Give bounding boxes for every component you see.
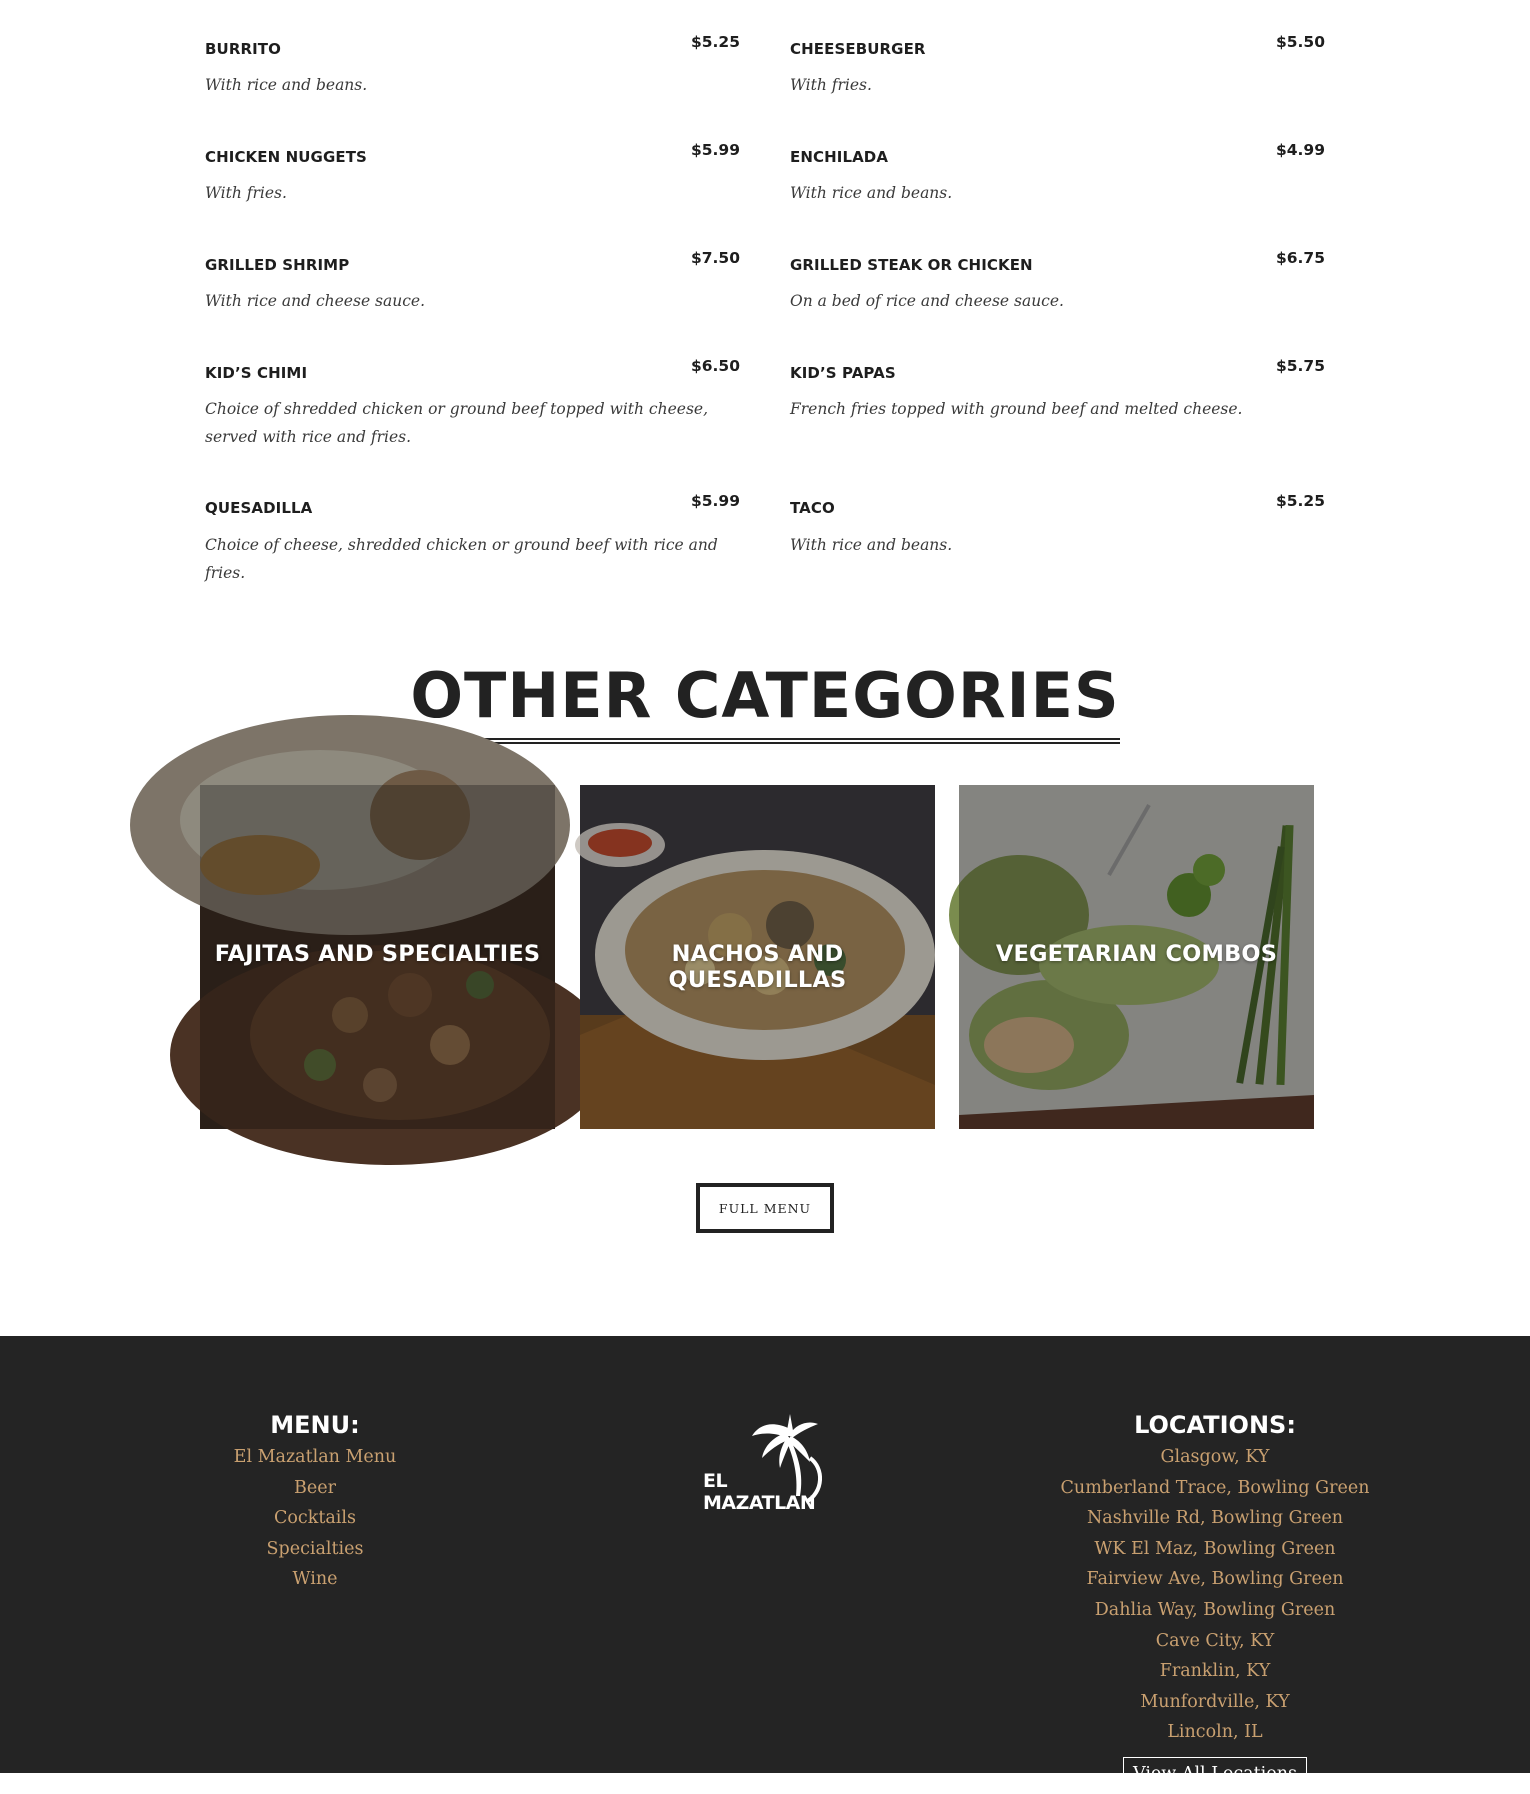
item-price: $5.75 — [1275, 357, 1325, 375]
item-name: KID’S CHIMI — [205, 364, 308, 382]
item-name: ENCHILADA — [790, 148, 889, 166]
footer-link-el-mazatlan-menu[interactable]: El Mazatlan Menu — [233, 1447, 397, 1467]
location-link[interactable]: WK El Maz, Bowling Green — [1094, 1538, 1336, 1559]
location-link[interactable]: Lincoln, IL — [1167, 1722, 1263, 1743]
category-card-label: FAJITAS AND SPECIALTIES — [214, 941, 541, 967]
item-price: $6.75 — [1275, 249, 1325, 267]
item-price: $5.25 — [690, 33, 740, 51]
location-link[interactable]: Dahlia Way, Bowling Green — [1094, 1599, 1336, 1620]
item-description: Choice of shredded chicken or ground beef topped with cheese, served with rice and fries. — [205, 400, 709, 446]
item-name: GRILLED SHRIMP — [205, 256, 350, 274]
item-description: With rice and beans. — [205, 76, 368, 94]
item-description: With fries. — [205, 184, 287, 202]
other-categories-heading-wrap — [0, 660, 1530, 744]
item-description: With rice and beans. — [790, 184, 953, 202]
logo-wordmark: EL MAZATLAN — [703, 1470, 816, 1514]
item-description: With fries. — [790, 76, 872, 94]
category-card-label: NACHOS AND QUESADILLAS — [668, 941, 847, 993]
item-price: $7.50 — [690, 249, 740, 267]
footer-link-wine[interactable]: Wine — [292, 1569, 338, 1590]
location-link[interactable]: Munfordville, KY — [1140, 1691, 1290, 1712]
item-name: GRILLED STEAK OR CHICKEN — [790, 256, 1033, 274]
item-price: $5.99 — [690, 141, 740, 159]
footer-link-specialties[interactable]: Specialties — [266, 1538, 364, 1559]
footer-link-beer[interactable]: Beer — [294, 1477, 336, 1498]
item-description: French fries topped with ground beef and melted cheese. — [790, 400, 1243, 418]
footer-link-cocktails[interactable]: Cocktails — [274, 1508, 356, 1529]
location-link[interactable]: Fairview Ave, Bowling Green — [1086, 1569, 1344, 1590]
location-link[interactable]: Cumberland Trace, Bowling Green — [1060, 1477, 1370, 1498]
item-name: QUESADILLA — [205, 499, 313, 517]
item-price: $5.50 — [1275, 33, 1325, 51]
location-link[interactable]: Franklin, KY — [1159, 1661, 1271, 1682]
item-price: $6.50 — [690, 357, 740, 375]
footer-locations-heading: LOCATIONS: — [1134, 1411, 1296, 1439]
item-price: $5.25 — [1275, 492, 1325, 510]
footer-menu-heading: MENU: — [270, 1411, 360, 1439]
item-description: With rice and cheese sauce. — [205, 292, 425, 310]
footer-menu-column — [165, 1410, 465, 1595]
location-link[interactable]: Glasgow, KY — [1160, 1447, 1270, 1467]
item-price: $5.99 — [690, 492, 740, 510]
full-menu-button[interactable]: FULL MENU — [696, 1183, 834, 1233]
item-description: Choice of cheese, shredded chicken or ground beef with rice and fries. — [205, 536, 718, 582]
item-name: TACO — [790, 499, 835, 517]
category-card-nachos[interactable] — [580, 785, 935, 1129]
footer-locations-column — [1015, 1410, 1415, 1794]
category-cards — [200, 785, 1314, 1129]
other-categories-title: OTHER CATEGORIES — [410, 660, 1119, 744]
item-description: On a bed of rice and cheese sauce. — [790, 292, 1064, 310]
category-card-fajitas[interactable] — [200, 785, 555, 1129]
view-all-locations-button[interactable]: View All Locations — [1123, 1757, 1307, 1794]
location-link[interactable]: Nashville Rd, Bowling Green — [1086, 1508, 1344, 1529]
location-link[interactable]: Cave City, KY — [1155, 1630, 1275, 1651]
item-name: CHEESEBURGER — [790, 40, 926, 58]
category-card-vegetarian[interactable] — [959, 785, 1314, 1129]
el-mazatlan-logo[interactable] — [700, 1406, 830, 1514]
category-card-label: VEGETARIAN COMBOS — [995, 941, 1278, 967]
item-description: With rice and beans. — [790, 536, 953, 554]
item-name: KID’S PAPAS — [790, 364, 896, 382]
item-name: BURRITO — [205, 40, 281, 58]
item-price: $4.99 — [1275, 141, 1325, 159]
item-name: CHICKEN NUGGETS — [205, 148, 367, 166]
site-footer — [0, 1336, 1530, 1784]
